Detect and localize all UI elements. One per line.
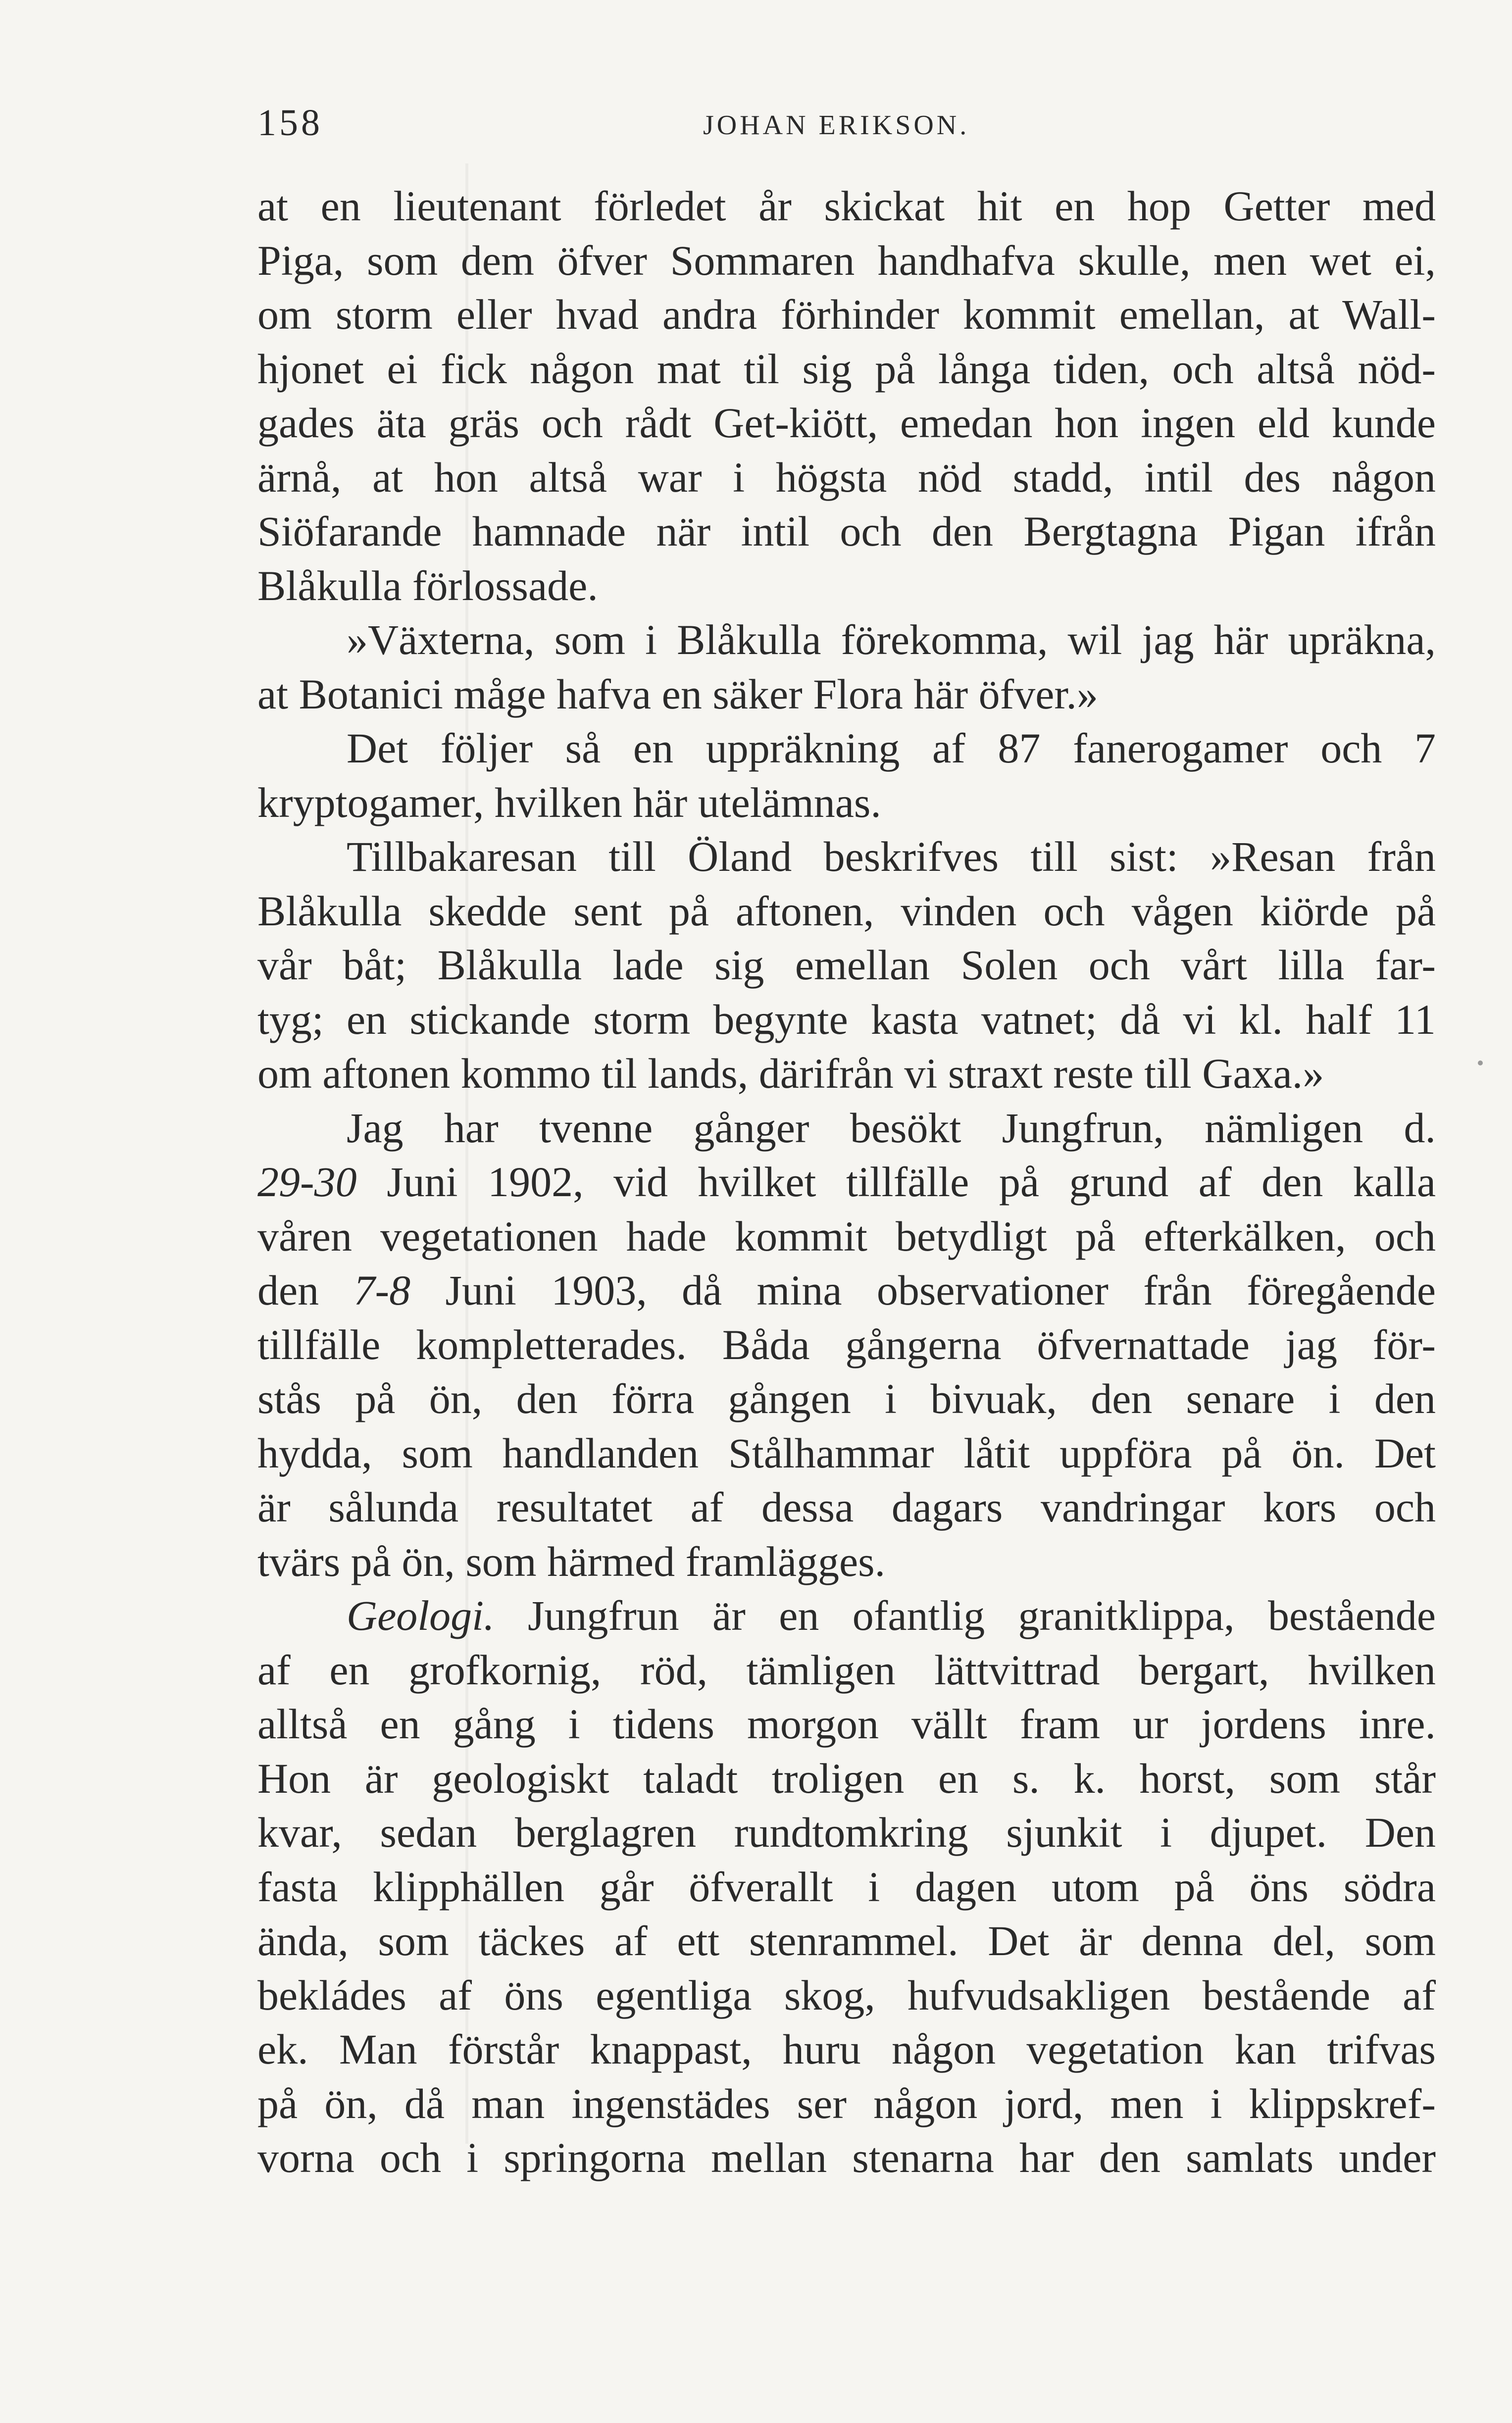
text-line: at Botanici måge hafva en säker Flora här öfver.» — [257, 670, 1098, 718]
text-line: ända, som täckes af ett stenrammel. Det är denna del, som — [257, 1917, 1436, 1965]
text-line: hydda, som handlanden Stålhammar låtit uppföra på ön. Det — [257, 1429, 1436, 1477]
text-line: ek. Man förstår knappast, huru någon vegetation kan trifvas — [257, 2025, 1436, 2073]
text-line: bekládes af öns egentliga skog, hufvudsakligen bestående af — [257, 1971, 1436, 2019]
italic-date: 7-8 — [353, 1266, 411, 1314]
text-line: om aftonen kommo til lands, därifrån vi straxt reste till Gaxa.» — [257, 1050, 1324, 1097]
text-line: kryptogamer, hvilken här utelämnas. — [257, 778, 881, 826]
text-line: Tillbakaresan till Öland beskrifves till sist: »Resan från — [347, 833, 1436, 880]
text-line: Blåkulla förlossade. — [257, 561, 598, 609]
text-line: fasta klipphällen går öfverallt i dagen utom på öns södra — [257, 1863, 1436, 1911]
italic-date: 29-30 — [257, 1158, 357, 1206]
text-line: Blåkulla skedde sent på aftonen, vinden och vågen kiörde på — [257, 887, 1436, 935]
page-header — [257, 101, 1436, 156]
section-heading: Geologi. — [347, 1592, 495, 1639]
margin-mark — [1478, 1060, 1483, 1065]
text-line: Jag har tvenne gånger besökt Jungfrun, nämligen d. — [347, 1104, 1436, 1152]
text-line: hjonet ei fick någon mat til sig på långa tiden, och altså nöd- — [257, 345, 1436, 393]
text-line: at en lieutenant förledet år skickat hit en hop Getter med — [257, 182, 1436, 230]
text-line: vår båt; Blåkulla lade sig emellan Solen och vårt lilla far- — [257, 941, 1436, 989]
text-line: gades äta gräs och rådt Get-kiött, emedan hon ingen eld kunde — [257, 399, 1436, 447]
text-line: tvärs på ön, som härmed framlägges. — [257, 1537, 886, 1585]
text-line: Siöfarande hamnade när intil och den Bergtagna Pigan ifrån — [257, 507, 1436, 555]
text-line: Piga, som dem öfver Sommaren handhafva skulle, men wet ei, — [257, 236, 1436, 284]
text-line: af en grofkornig, röd, tämligen lättvittrad bergart, hvilken — [257, 1646, 1436, 1694]
text-line: ärnå, at hon altså war i högsta nöd stadd, intil des någon — [257, 453, 1436, 501]
text-line: alltså en gång i tidens morgon vällt fram ur jordens inre. — [257, 1700, 1436, 1748]
text-line: är sålunda resultatet af dessa dagars vandringar kors och — [257, 1483, 1436, 1531]
text-line-remainder: Jungfrun är en ofantlig granitklippa, bestående — [527, 1592, 1436, 1639]
text-line: på ön, då man ingenstädes ser någon jord, men i klippskref- — [257, 2079, 1436, 2127]
body-text — [257, 179, 1436, 2185]
text-line: tyg; en stickande storm begynte kasta vatnet; då vi kl. half 11 — [257, 995, 1436, 1043]
text-line: Det följer så en uppräkning af 87 fanerogamer och 7 — [347, 724, 1436, 772]
text-line-with-italic-date: den 7-8 Juni 1903, då mina observationer från föregående — [257, 1266, 1436, 1314]
text-line: om storm eller hvad andra förhinder kommit emellan, at Wall- — [257, 291, 1436, 338]
text-line: våren vegetationen hade kommit betydligt på efterkälken, och — [257, 1212, 1436, 1260]
text-line-with-section-heading — [257, 1589, 1436, 1643]
text-line-with-italic-date: 29-30 Juni 1902, vid hvilket tillfälle på grund af den kalla — [257, 1158, 1436, 1206]
text-line: kvar, sedan berglagren rundtomkring sjunkit i djupet. Den — [257, 1809, 1436, 1856]
page-number: 158 — [257, 102, 323, 144]
text-line: stås på ön, den förra gången i bivuak, den senare i den — [257, 1375, 1436, 1422]
text-line: Hon är geologiskt taladt troligen en s. k. horst, som står — [257, 1754, 1436, 1802]
text-line: »Växterna, som i Blåkulla förekomma, wil jag här upräkna, — [347, 616, 1436, 663]
text-line: vorna och i springorna mellan stenarna har den samlats under — [257, 2134, 1436, 2181]
running-head: JOHAN ERIKSON. — [703, 110, 970, 141]
text-line: tillfälle kompletterades. Båda gångerna öfvernattade jag för- — [257, 1320, 1436, 1368]
